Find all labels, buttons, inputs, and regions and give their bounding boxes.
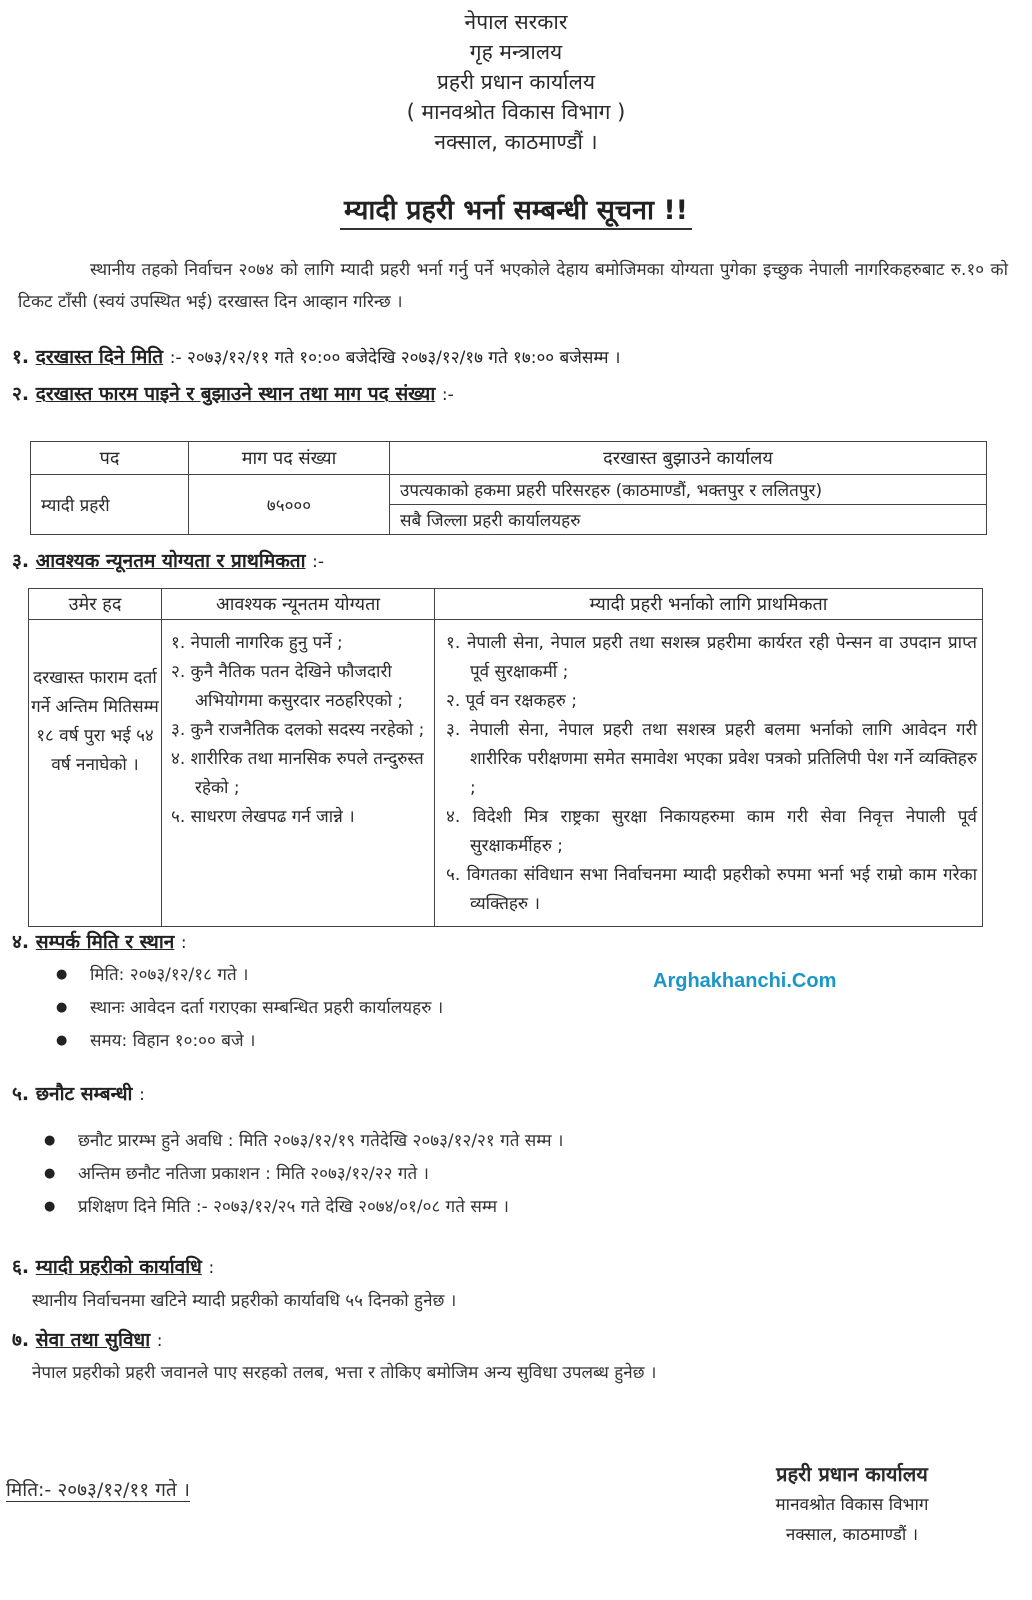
header-post: पद — [31, 442, 189, 475]
qualification-item: २. कुनै नैतिक पतन देखिने फौजदारी अभियोगमा कसुरदार नठहरिएको ; — [171, 662, 404, 711]
qualification-table — [28, 588, 983, 927]
section-2-suffix: :- — [441, 385, 454, 405]
section-1-label: दरखास्त दिने मिति — [35, 346, 164, 368]
table-row — [29, 620, 983, 927]
header-age: उमेर हद — [29, 589, 162, 620]
list-item: ● समय: विहान १०:०० बजे । — [56, 1026, 443, 1059]
priority-item: ३. नेपाली सेना, नेपाल प्रहरी तथा सशस्त्र प्रहरी बलमा भर्नाको लागि आवेदन गरी शारीरिक परीक्षणमा समेत समावेश भएका प्रवेश पत्रको प्रतिलिपी पेश गर्ने व्यक्तिहरु ; — [446, 720, 977, 798]
section-4-number: ४. — [12, 931, 30, 953]
notice-title-text: म्यादी प्रहरी भर्ना सम्बन्धी सूचना !! — [340, 195, 692, 230]
section-1 — [12, 343, 620, 369]
section-6-suffix: : — [208, 1258, 215, 1278]
header-department: ( मानवश्रोत विकास विभाग ) — [406, 100, 626, 124]
list-item: ● स्थानः आवेदन दर्ता गराएका सम्बन्धित प्रहरी कार्यालयहरु । — [56, 993, 443, 1026]
section-1-number: १. — [12, 346, 30, 368]
priority-item: २. पूर्व वन रक्षकहरु ; — [446, 691, 577, 711]
office-districts: सबै जिल्ला प्रहरी कार्यालयहरु — [390, 505, 987, 535]
notice-title — [0, 190, 1032, 227]
list-item: ● मिति: २०७३/१२/१८ गते । — [56, 960, 443, 993]
post-cell: म्यादी प्रहरी — [31, 475, 189, 535]
section-3-number: ३. — [12, 550, 30, 572]
priority-item: ५. विगतका संविधान सभा निर्वाचनमा म्यादी प्रहरीको रुपमा भर्ना भई राम्रो काम गरेका व्यक्तिहरु । — [446, 865, 977, 914]
qualification-item: ३. कुनै राजनैतिक दलको सदस्य नरहेको ; — [171, 720, 425, 740]
list-item: ● अन्तिम छनौट नतिजा प्रकाशन : मिति २०७३/१२/२२ गते । — [44, 1159, 563, 1192]
list-item: ● प्रशिक्षण दिने मिति :- २०७३/१२/२५ गते देखि २०७४/०१/०८ गते सम्म । — [44, 1192, 563, 1225]
header-office: दरखास्त बुझाउने कार्यालय — [390, 442, 987, 475]
office-valley: उपत्यकाको हकमा प्रहरी परिसरहरु (काठमाण्डौं, भक्तपुर र ललितपुर) — [390, 475, 987, 505]
count-cell: ७५००० — [189, 475, 390, 535]
section-5-label: छनौट सम्बन्धी — [35, 1083, 133, 1105]
watermark-text: Arghakhanchi.Com — [653, 970, 837, 992]
header-ministry: गृह मन्त्रालय — [469, 40, 563, 64]
section-2-label: दरखास्त फारम पाइने र बुझाउने स्थान तथा माग पद संख्या — [35, 383, 436, 405]
section-3 — [12, 547, 324, 573]
section-5-number: ५. — [12, 1083, 30, 1105]
section-1-text: :- २०७३/१२/११ गते १०:०० बजेदेखि २०७३/१२/१७ गते १७:०० बजेसम्म । — [169, 348, 621, 368]
selection-list — [44, 1126, 563, 1225]
qualification-item: १. नेपाली नागरिक हुनु पर्ने ; — [171, 633, 343, 653]
issue-date — [6, 1476, 190, 1502]
header-qualification: आवश्यक न्यूनतम योग्यता — [162, 589, 435, 620]
header-office: प्रहरी प्रधान कार्यालय — [436, 70, 596, 94]
priority-item: १. नेपाली सेना, नेपाल प्रहरी तथा सशस्त्र प्रहरीमा कार्यरत रही पेन्सन वा उपदान प्राप्त पूर्व सुरक्षाकर्मी ; — [446, 633, 977, 682]
header-priority: म्यादी प्रहरी भर्नाको लागि प्राथमिकता — [435, 589, 983, 620]
header-government: नेपाल सरकार — [464, 10, 568, 34]
qualification-item: ४. शारीरिक तथा मानसिक रुपले तन्दुरुस्त रहेको ; — [171, 749, 424, 798]
contact-list — [56, 960, 443, 1059]
section-6-label: म्यादी प्रहरीको कार्यावधि — [35, 1256, 202, 1278]
table-row — [31, 475, 987, 505]
section-5 — [12, 1080, 145, 1106]
section-7-label: सेवा तथा सुविधा — [35, 1329, 151, 1351]
section-4-suffix: : — [180, 933, 187, 953]
application-table-header — [31, 442, 987, 475]
signature-department: मानवश्रोत विकास विभाग — [775, 1495, 929, 1515]
section-6-number: ६. — [12, 1256, 30, 1278]
issue-date-text: मिति:- २०७३/१२/११ गते । — [6, 1479, 190, 1501]
signature-address: नक्साल, काठमाण्डौं । — [785, 1525, 919, 1545]
section-6 — [12, 1253, 214, 1279]
signature-office: प्रहरी प्रधान कार्यालय — [776, 1462, 928, 1486]
intro-paragraph: स्थानीय तहको निर्वाचन २०७४ को लागि म्यादी प्रहरी भर्ना गर्नु पर्ने भएकोले देहाय बमोजिमका योग्यता पुगेका इच्छुक नेपाली नागरिकहरुबाट रु.१० को टिकट टाँसी (स्वयं उपस्थित भई) दरखास्त दिन आव्हान गरिन्छ । — [18, 260, 1008, 312]
priority-cell — [435, 620, 983, 927]
priority-item: ४. विदेशी मित्र राष्ट्रका सुरक्षा निकायहरुमा काम गरी सेवा निवृत्त नेपाली पूर्व सुरक्षाकर्मीहरु ; — [446, 807, 977, 856]
age-limit-cell: दरखास्त फाराम दर्ता गर्ने अन्तिम मितिसम्म १८ वर्ष पुरा भई ५४ वर्ष ननाघेको । — [29, 620, 162, 927]
section-4-label: सम्पर्क मिति र स्थान — [35, 931, 175, 953]
qualification-cell — [162, 620, 435, 927]
section-7-number: ७. — [12, 1329, 30, 1351]
list-item: ● छनौट प्रारम्भ हुने अवधि : मिति २०७३/१२/१९ गतेदेखि २०७३/१२/२१ गते सम्म । — [44, 1126, 563, 1159]
section-7 — [12, 1326, 162, 1352]
section-7-suffix: : — [156, 1331, 163, 1351]
duration-text: स्थानीय निर्वाचनमा खटिने म्यादी प्रहरीको कार्यावधि ५५ दिनको हुनेछ । — [32, 1291, 457, 1311]
qualification-item: ५. साधरण लेखपढ गर्न जान्ने । — [171, 807, 355, 827]
section-5-suffix: : — [139, 1085, 145, 1105]
benefits-text: नेपाल प्रहरीको प्रहरी जवानले पाए सरहको तलब, भत्ता र तोकिए बमोजिम अन्य सुविधा उपलब्ध हुनेछ । — [32, 1363, 657, 1383]
header-address: नक्साल, काठमाण्डौं । — [434, 130, 598, 154]
qualification-table-header — [29, 589, 983, 620]
section-2 — [12, 380, 454, 406]
header-count: माग पद संख्या — [189, 442, 390, 475]
section-3-suffix: :- — [312, 552, 325, 572]
application-table — [30, 441, 987, 535]
section-4 — [12, 928, 187, 954]
section-2-number: २. — [12, 383, 30, 405]
section-3-label: आवश्यक न्यूनतम योग्यता र प्राथमिकता — [35, 550, 306, 572]
